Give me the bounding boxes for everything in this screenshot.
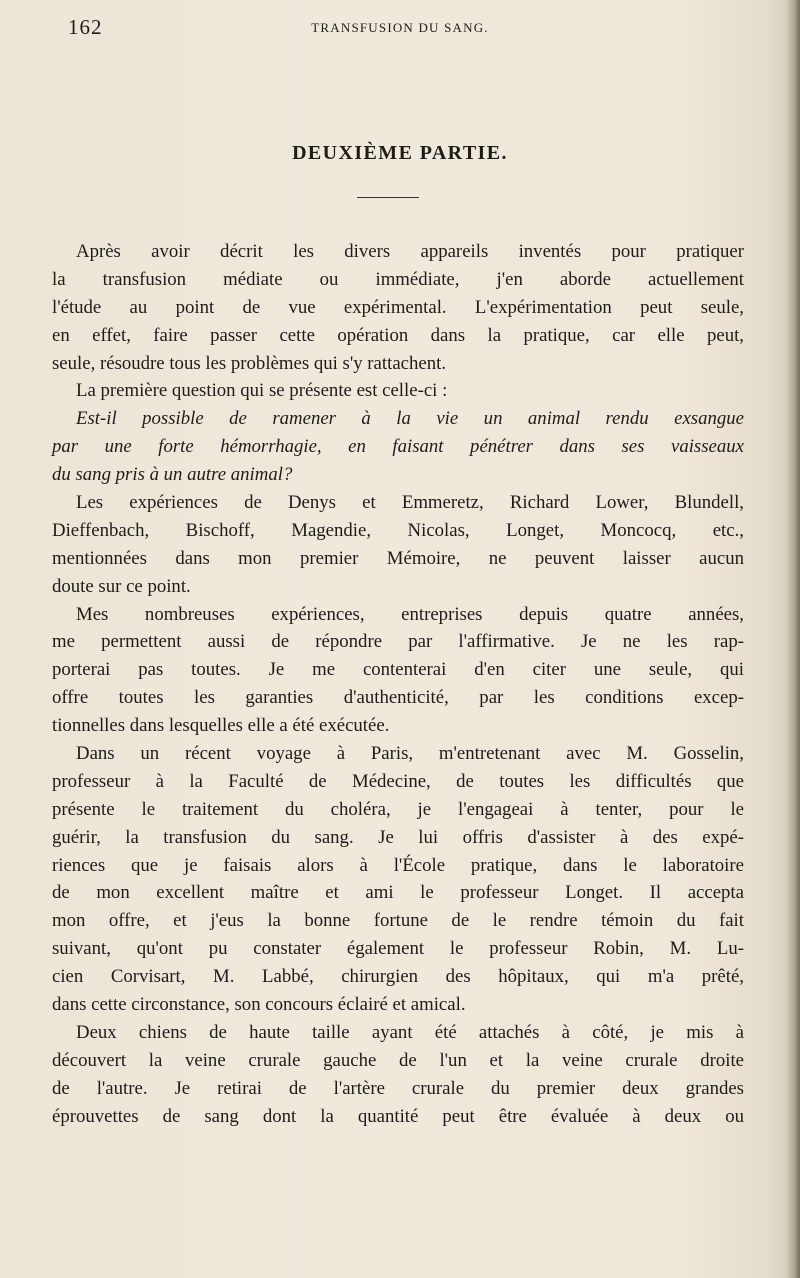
text-line: présente le traitement du choléra, je l'engageai à tenter, pour le — [52, 798, 744, 820]
text-line: découvert la veine crurale gauche de l'un et la veine crurale droite — [52, 1049, 744, 1071]
text-line: porterai pas toutes. Je me contenterai d'en citer une seule, qui — [52, 659, 744, 681]
text-line: Dans un récent voyage à Paris, m'entretenant avec M. Gosselin, — [76, 743, 744, 765]
text-line: seule, résoudre tous les problèmes qui s'y rattachent. — [52, 352, 447, 374]
page-edge-shadow — [786, 0, 800, 1278]
text-line: Dieffenbach, Bischoff, Magendie, Nicolas, Longet, Moncocq, etc., — [52, 519, 744, 541]
text-line: tionnelles dans lesquelles elle a été exécutée. — [52, 715, 390, 737]
text-line: dans cette circonstance, son concours éclairé et amical. — [52, 994, 466, 1016]
text-line: éprouvettes de sang dont la quantité peut être évaluée à deux ou — [52, 1105, 744, 1127]
running-head — [68, 15, 732, 43]
text-line: Deux chiens de haute taille ayant été attachés à côté, je mis à — [76, 1021, 744, 1043]
running-title: TRANSFUSION DU SANG. — [311, 20, 489, 35]
text-line: guérir, la transfusion du sang. Je lui offris d'assister à des expé- — [52, 826, 744, 848]
text-line: la transfusion médiate ou immédiate, j'en aborde actuellement — [52, 268, 744, 290]
text-line: mentionnées dans mon premier Mémoire, ne peuvent laisser aucun — [52, 547, 744, 569]
text-line: professeur à la Faculté de Médecine, de toutes les difficultés que — [52, 770, 744, 792]
text-line: de mon excellent maître et ami le professeur Longet. Il accepta — [52, 882, 744, 904]
text-line: cien Corvisart, M. Labbé, chirurgien des hôpitaux, qui m'a prêté, — [52, 966, 744, 988]
text-line: l'étude au point de vue expérimental. L'expérimentation peut seule, — [52, 296, 744, 318]
heading-rule — [357, 197, 419, 198]
text-line: doute sur ce point. — [52, 575, 191, 597]
text-line: du sang pris à un autre animal? — [52, 464, 293, 486]
text-line: par une forte hémorrhagie, en faisant pénétrer dans ses vaisseaux — [52, 436, 744, 458]
part-heading: DEUXIÈME PARTIE. — [292, 142, 508, 164]
text-line: Après avoir décrit les divers appareils inventés pour pratiquer — [76, 241, 744, 262]
text-line: suivant, qu'ont pu constater également le professeur Robin, M. Lu- — [52, 938, 744, 960]
text-line: de l'autre. Je retirai de l'artère crurale du premier deux grandes — [52, 1077, 744, 1099]
text-line: offre toutes les garanties d'authenticité, par les conditions excep- — [52, 687, 744, 709]
text-line: mon offre, et j'eus la bonne fortune de le rendre témoin du fait — [52, 910, 744, 932]
text-line: riences que je faisais alors à l'École pratique, dans le laboratoire — [52, 854, 744, 876]
text-line: Est-il possible de ramener à la vie un animal rendu exsangue — [76, 408, 744, 430]
text-line: en effet, faire passer cette opération dans la pratique, car elle peut, — [52, 324, 744, 346]
page-number: 162 — [68, 15, 103, 39]
text-line: me permettent aussi de répondre par l'affirmative. Je ne les rap- — [52, 631, 744, 653]
text-line: Les expériences de Denys et Emmeretz, Richard Lower, Blundell, — [76, 492, 744, 514]
body-text — [52, 238, 744, 1131]
text-line: La première question qui se présente est celle-ci : — [76, 380, 448, 402]
text-line: Mes nombreuses expériences, entreprises depuis quatre années, — [76, 603, 744, 625]
